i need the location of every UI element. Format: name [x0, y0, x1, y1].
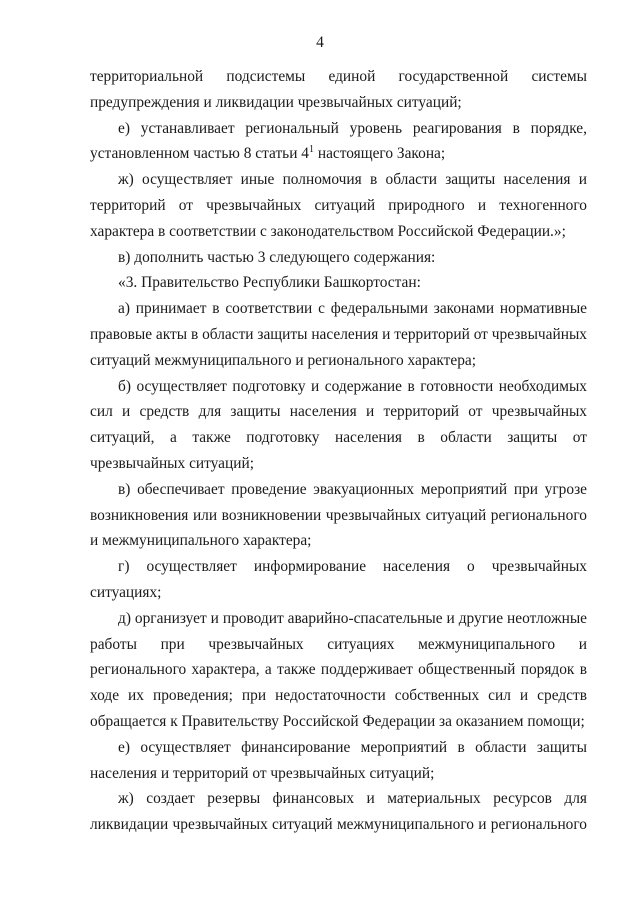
paragraph-item-b-preparation: б) осуществляет подготовку и содержание в готовности необходимых сил и средств для защиты населения и территорий от чрезвычайных ситуаций, а также подготовку населения в области защиты от чрезвычайных ситуаций;	[90, 377, 587, 472]
paragraph-item-g-informing: г) осуществляет информирование населения о чрезвычайных ситуациях;	[90, 558, 587, 601]
paragraph-text: настоящего Закона;	[313, 145, 446, 163]
paragraph-item-zh-reserves: ж) создает резервы финансовых и материальных ресурсов для ликвидации чрезвычайных ситуаций межмуниципального и регионального	[90, 790, 587, 834]
paragraph-item-d-rescue-works: д) организует и проводит аварийно-спасательные и другие неотложные работы при чрезвычайных ситуациях межмуниципального и регионального характера, а также поддерживает общественный порядок в ходе их проведения; при недостаточности собственных сил и средств обращается к Правительству Российской Федерации за оказанием помощи;	[90, 609, 587, 730]
paragraph-item-a-legal-acts: а) принимает в соответствии с федеральными законами нормативные правовые акты в области защиты населения и территорий от чрезвычайных ситуаций межмуниципального и регионального характера;	[90, 300, 587, 369]
paragraph-item-e-regional-level	[90, 116, 587, 168]
paragraph-text: е) устанавливает региональный уровень реагирования в порядке, установленном частью 8 статьи 4	[90, 119, 587, 163]
superscript: 1	[308, 144, 314, 156]
paragraph-item-v-evacuation: в) обеспечивает проведение эвакуационных мероприятий при угрозе возникновения или возникновении чрезвычайных ситуаций регионального и межмуниципального характера;	[90, 480, 587, 550]
paragraph-part-3-heading: «3. Правительство Республики Башкортостан:	[118, 274, 421, 292]
paragraph-item-v-add-part-3: в) дополнить частью 3 следующего содержания:	[118, 248, 436, 266]
page-number: 4	[316, 34, 324, 51]
paragraph-continuation: территориальной подсистемы единой государственной системы предупреждения и ликвидации чрезвычайных ситуаций;	[90, 68, 587, 111]
document-body	[90, 64, 587, 838]
paragraph-item-zh-other-powers: ж) осуществляет иные полномочия в области защиты населения и территорий от чрезвычайных ситуаций природного и техногенного характера в соответствии с законодательством Российской Федерации.»;	[90, 171, 587, 240]
paragraph-item-e-financing: е) осуществляет финансирование мероприятий в области защиты населения и территорий от чрезвычайных ситуаций;	[90, 738, 587, 782]
